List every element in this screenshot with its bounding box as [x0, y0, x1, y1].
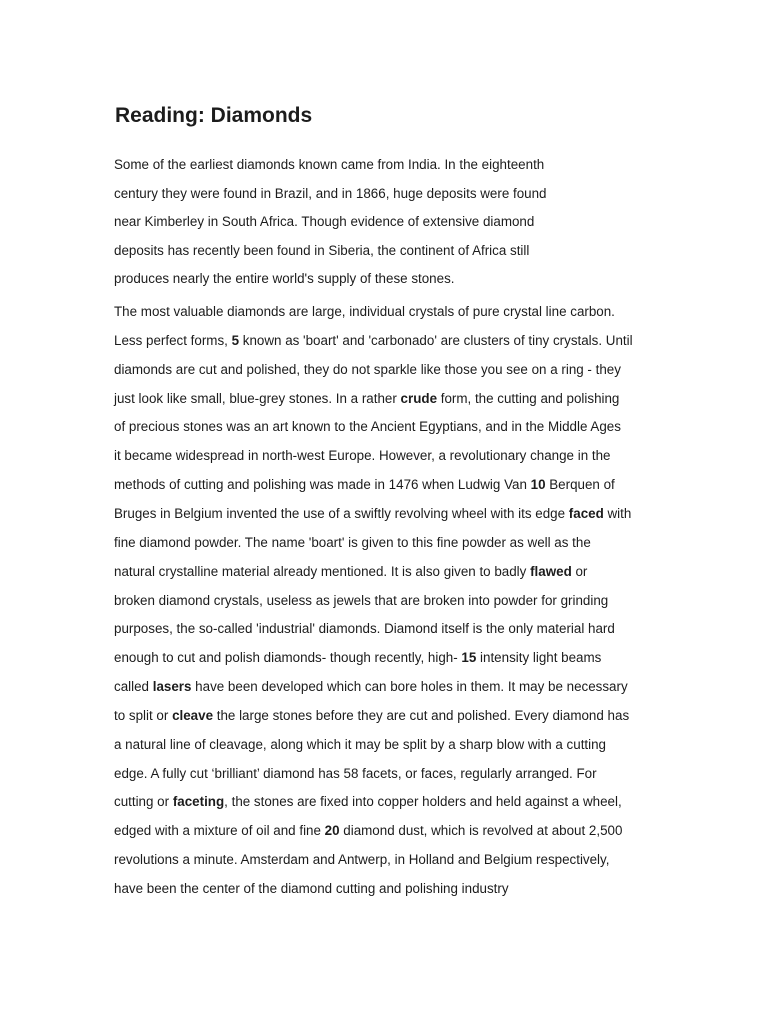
text-line	[114, 619, 615, 639]
page-title: Reading: Diamonds	[115, 104, 313, 127]
text-line	[114, 504, 631, 524]
text-line	[114, 360, 621, 380]
text-segment: The most valuable diamonds are large, individual crystals of pure crystal line carbon.	[114, 304, 615, 319]
text-line	[114, 533, 591, 553]
text-segment: revolutions a minute. Amsterdam and Antwerp, in Holland and Belgium respectively,	[114, 852, 610, 868]
text-segment: edged with a mixture of oil and fine	[114, 823, 325, 839]
text-segment: Less perfect forms,	[114, 332, 232, 348]
text-segment: methods of cutting and polishing was made in 1476 when Ludwig Van	[114, 477, 531, 493]
text-line	[114, 475, 615, 495]
text-line: near Kimberley in South Africa. Though evidence of extensive diamond	[114, 214, 535, 229]
vocabulary-term: flawed	[530, 563, 572, 579]
vocabulary-term: 15	[461, 650, 477, 666]
text-segment: just look like small, blue-grey stones. In a rather	[114, 390, 401, 406]
text-segment: intensity light beams	[476, 650, 602, 666]
text-line	[114, 648, 601, 668]
text-segment: or	[571, 563, 588, 579]
text-line: century they were found in Brazil, and in 1866, huge deposits were found	[114, 185, 547, 201]
text-line	[114, 764, 597, 784]
vocabulary-term: cleave	[172, 707, 214, 723]
text-line	[114, 302, 615, 322]
vocabulary-term: 5	[231, 332, 240, 348]
text-segment: Berquen of	[545, 477, 615, 493]
text-segment: , the stones are fixed into copper holders and held against a wheel,	[224, 794, 622, 810]
text-segment: edge. A fully cut ‘brilliant’ diamond has 58 facets, or faces, regularly arranged. For	[114, 765, 597, 781]
text-segment: of precious stones was an art known to the Ancient Egyptians, and in the Middle Ages	[114, 419, 621, 435]
text-line	[114, 446, 610, 466]
vocabulary-term: lasers	[152, 679, 192, 695]
text-line: Some of the earliest diamonds known came from India. In the eighteenth	[114, 157, 545, 172]
text-line	[114, 389, 619, 409]
text-segment: fine diamond powder. The name 'boart' is given to this fine powder as well as the	[114, 534, 591, 550]
text-segment: have been the center of the diamond cutting and polishing industry	[114, 881, 509, 896]
text-line: produces nearly the entire world's supply of these stones.	[114, 271, 455, 286]
text-segment: with	[603, 505, 632, 521]
text-line	[114, 792, 622, 812]
text-segment: a natural line of cleavage, along which it may be split by a sharp blow with a cutting	[114, 736, 607, 752]
text-segment: diamond dust, which is revolved at about 2,500	[339, 823, 623, 839]
text-line	[114, 677, 628, 697]
text-line	[114, 850, 609, 870]
text-line	[114, 331, 633, 351]
text-segment: to split or	[114, 707, 173, 723]
text-segment: known as 'boart' and 'carbonado' are clusters of tiny crystals. Until	[239, 332, 633, 348]
vocabulary-term: 20	[324, 823, 340, 839]
text-segment: purposes, the so-called 'industrial' diamonds. Diamond itself is the only material hard	[114, 621, 615, 637]
text-line	[114, 735, 606, 755]
text-segment: form, the cutting and polishing	[437, 390, 620, 406]
text-segment: it became widespread in north-west Europe. However, a revolutionary change in the	[114, 448, 611, 464]
text-line	[114, 562, 587, 582]
text-line	[114, 879, 509, 899]
text-segment: natural crystalline material already mentioned. It is also given to badly	[114, 563, 531, 579]
text-line: deposits has recently been found in Siberia, the continent of Africa still	[114, 242, 530, 258]
text-segment: called	[114, 679, 153, 695]
text-segment: have been developed which can bore holes in them. It may be necessary	[191, 679, 628, 695]
text-line	[114, 821, 622, 841]
text-line	[114, 591, 608, 611]
vocabulary-term: crude	[400, 390, 438, 406]
text-segment: cutting or	[114, 794, 173, 810]
text-segment: diamonds are cut and polished, they do not sparkle like those you see on a ring - they	[114, 361, 621, 377]
vocabulary-term: 10	[530, 477, 546, 493]
vocabulary-term: faced	[568, 505, 604, 521]
text-segment: enough to cut and polish diamonds- though recently, high-	[114, 650, 462, 666]
text-line	[114, 417, 621, 437]
text-segment: Bruges in Belgium invented the use of a swiftly revolving wheel with its edge	[114, 505, 569, 521]
text-segment: broken diamond crystals, useless as jewels that are broken into powder for grinding	[114, 592, 609, 608]
text-segment: the large stones before they are cut and polished. Every diamond has	[213, 707, 630, 723]
vocabulary-term: faceting	[172, 794, 225, 810]
text-line	[114, 706, 629, 726]
